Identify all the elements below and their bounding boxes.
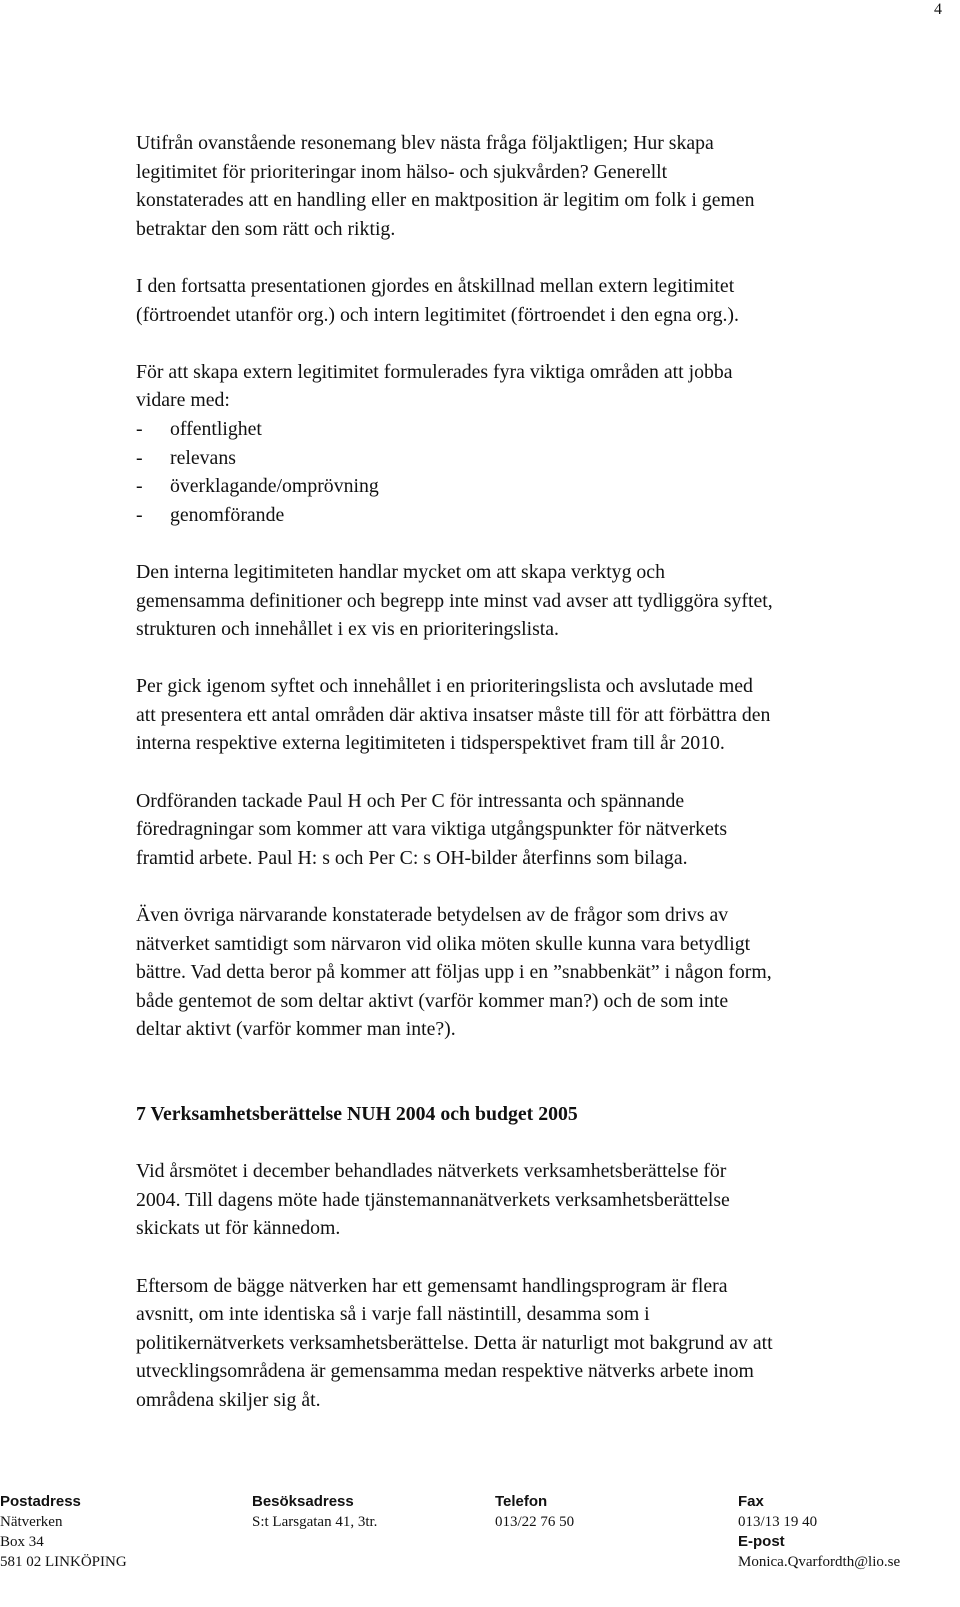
paragraph-annual-meeting <box>136 1157 936 1243</box>
paragraph-chair-thanks <box>136 787 936 873</box>
page-footer <box>0 1492 960 1607</box>
footer-value: 013/22 76 50 <box>495 1514 575 1530</box>
text-line: deltar aktivt (varför kommer man inte?). <box>136 1018 456 1041</box>
text-line: Även övriga närvarande konstaterade betydelsen av de frågor som drivs av <box>136 904 729 927</box>
footer-value: 581 02 LINKÖPING <box>0 1554 127 1570</box>
text-line: bättre. Vad detta beror på kommer att följas upp i en ”snabbenkät” i någon form, <box>136 961 772 984</box>
footer-label-fax: Fax <box>738 1493 764 1510</box>
footer-value: Nätverken <box>0 1514 63 1530</box>
text-line: Den interna legitimiteten handlar mycket om att skapa verktyg och <box>136 560 665 583</box>
list-dash: - <box>136 446 143 469</box>
text-line: betraktar den som rätt och riktig. <box>136 217 396 240</box>
text-line: vidare med: <box>136 389 230 412</box>
paragraph-extern-intern <box>136 272 936 329</box>
paragraph-per-presentation <box>136 672 936 758</box>
text-line: interna respektive externa legitimiteten i tidsperspektivet fram till år 2010. <box>136 732 725 755</box>
text-line: nätverket samtidigt som närvaron vid olika möten skulle kunna vara betydligt <box>136 932 751 955</box>
list-item-text: relevans <box>170 446 236 469</box>
text-line: utvecklingsområdena är gemensamma medan respektive nätverks arbete inom <box>136 1360 754 1383</box>
text-line: konstaterades att en handling eller en maktposition är legitim om folk i gemen <box>136 189 755 212</box>
list-dash: - <box>136 503 143 526</box>
text-line: Vid årsmötet i december behandlades nätverkets verksamhetsberättelse för <box>136 1160 727 1183</box>
list-dash: - <box>136 475 143 498</box>
list-item-text: överklagande/omprövning <box>170 475 379 498</box>
page-number: 4 <box>934 1 942 18</box>
document-body <box>136 129 936 1443</box>
list-item-text: offentlighet <box>170 417 262 440</box>
extern-areas-list <box>136 415 936 529</box>
footer-value-fax: 013/13 19 40 <box>738 1514 818 1530</box>
text-line: strukturen och innehållet i ex vis en prioriteringslista. <box>136 618 559 641</box>
list-item-text: genomförande <box>170 503 285 526</box>
list-dash: - <box>136 417 143 440</box>
footer-value-epost: Monica.Qvarfordth@lio.se <box>738 1554 901 1570</box>
footer-label-besoksadress: Besöksadress <box>252 1493 354 1510</box>
text-line: avsnitt, om inte identiska så i varje fall nästintill, desamma som i <box>136 1303 650 1326</box>
text-line: skickats ut för kännedom. <box>136 1217 341 1240</box>
text-line: Utifrån ovanstående resonemang blev nästa fråga följaktligen; Hur skapa <box>136 132 714 154</box>
paragraph-legitimacy-question <box>136 129 936 243</box>
footer-telefon <box>495 1492 574 1532</box>
text-line: Ordföranden tackade Paul H och Per C för intressanta och spännande <box>136 789 685 812</box>
text-line: områdena skiljer sig åt. <box>136 1388 321 1411</box>
text-line: gemensamma definitioner och begrepp inte minst vad avser att tydliggöra syftet, <box>136 589 773 612</box>
text-line: både gentemot de som deltar aktivt (varför kommer man?) och de som inte <box>136 989 729 1012</box>
paragraph-extern-areas <box>136 358 936 415</box>
paragraph-intern-legitimacy <box>136 558 936 644</box>
footer-besoksadress <box>252 1492 377 1532</box>
footer-label-epost: E-post <box>738 1533 785 1550</box>
footer-value: Box 34 <box>0 1534 44 1550</box>
paragraph-common-program <box>136 1272 936 1415</box>
text-line: legitimitet för prioriteringar inom hälso- och sjukvården? Generellt <box>136 160 668 183</box>
text-line: (förtroendet utanför org.) och intern legitimitet (förtroendet i den egna org.). <box>136 303 739 326</box>
text-line: I den fortsatta presentationen gjordes en åtskillnad mellan extern legitimitet <box>136 274 735 297</box>
paragraph-attendance <box>136 901 936 1044</box>
section-heading: 7 Verksamhetsberättelse NUH 2004 och budget 2005 <box>136 1103 578 1125</box>
text-line: Eftersom de bägge nätverken har ett gemensamt handlingsprogram är flera <box>136 1274 728 1297</box>
text-line: framtid arbete. Paul H: s och Per C: s OH-bilder återfinns som bilaga. <box>136 846 688 869</box>
footer-postadress <box>0 1492 127 1572</box>
text-line: föredragningar som kommer att vara viktiga utgångspunkter för nätverkets <box>136 818 728 841</box>
list-item <box>136 501 936 530</box>
footer-label-postadress: Postadress <box>0 1493 81 1510</box>
footer-fax-epost <box>738 1492 900 1572</box>
text-line: För att skapa extern legitimitet formulerades fyra viktiga områden att jobba <box>136 360 733 383</box>
text-line: Per gick igenom syftet och innehållet i en prioriteringslista och avslutade med <box>136 675 753 698</box>
list-item <box>136 472 936 501</box>
list-item <box>136 444 936 473</box>
list-item <box>136 415 936 444</box>
text-line: 2004. Till dagens möte hade tjänstemannanätverkets verksamhetsberättelse <box>136 1188 730 1211</box>
text-line: politikernätverkets verksamhetsberättelse. Detta är naturligt mot bakgrund av att <box>136 1331 773 1354</box>
footer-value: S:t Larsgatan 41, 3tr. <box>252 1514 378 1530</box>
footer-label-telefon: Telefon <box>495 1493 548 1510</box>
text-line: att presentera ett antal områden där aktiva insatser måste till för att förbättra den <box>136 703 771 726</box>
